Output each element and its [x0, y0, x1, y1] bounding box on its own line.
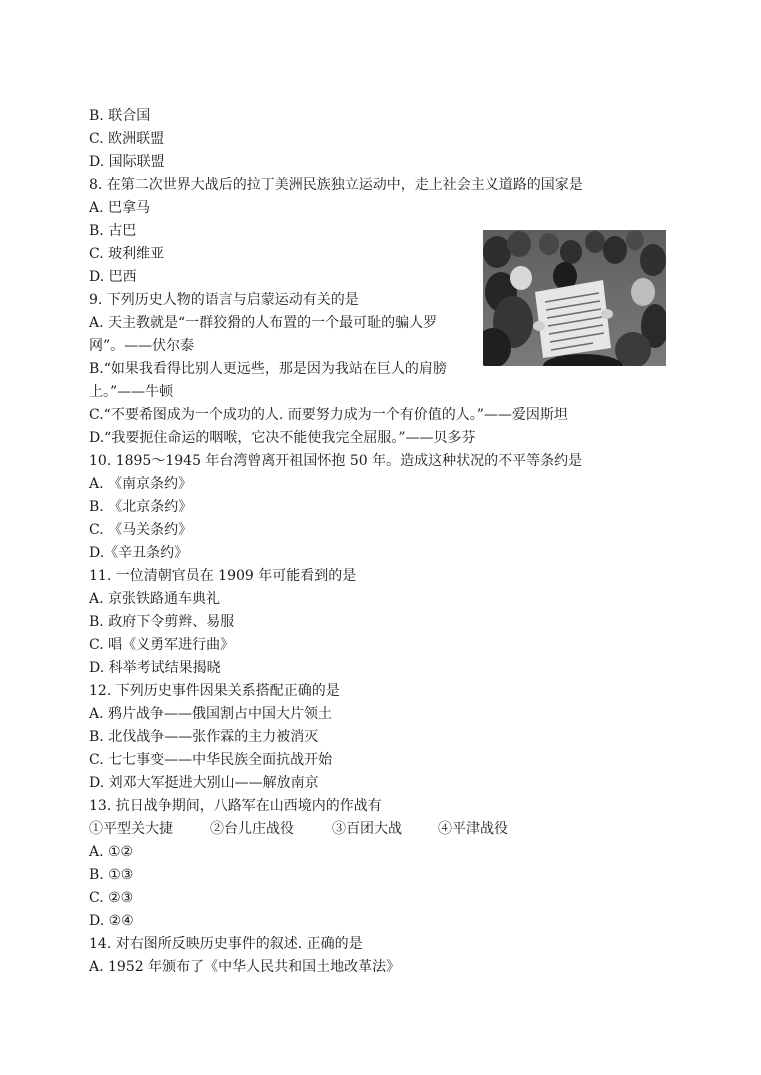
q14-stem: 14. 对右图所反映历史事件的叙述. 正确的是: [89, 936, 363, 952]
q10-option-b: B. 《北京条约》: [89, 499, 193, 515]
q10-stem: 10. 1895～1945 年台湾曾离开祖国怀抱 50 年。造成这种状况的不平等条约是: [89, 453, 583, 469]
q9-option-b-line2: 上。”——牛顿: [89, 384, 174, 400]
q9-stem: 9. 下列历史人物的语言与启蒙运动有关的是: [89, 292, 359, 308]
q9-option-a-line2: 网”。——伏尔泰: [89, 338, 195, 354]
q11-option-c: C. 唱《义勇军进行曲》: [89, 637, 235, 653]
q8-option-c: C. 玻利维亚: [89, 246, 165, 262]
q13-items: [89, 818, 508, 840]
q12-stem: 12. 下列历史事件因果关系搭配正确的是: [89, 683, 340, 699]
q8-option-d: D. 巴西: [89, 269, 137, 285]
q9-option-b-line1: B.“如果我看得比别人更远些，那是因为我站在巨人的肩膀: [89, 361, 447, 377]
q13-item-1: ①平型关大捷: [89, 821, 173, 837]
q10-option-a: A. 《南京条约》: [89, 476, 193, 492]
q13-item-4: ④平津战役: [438, 821, 508, 837]
q10-option-d: D.《辛丑条约》: [89, 545, 189, 561]
q10-option-c: C. 《马关条约》: [89, 522, 193, 538]
q9-option-a-line1: A. 天主教就是“一群狡猾的人布置的一个最可耻的骗人罗: [89, 315, 438, 331]
q11-option-a: A. 京张铁路通车典礼: [89, 591, 221, 607]
q8-option-a: A. 巴拿马: [89, 200, 151, 216]
q13-option-c: C. ②③: [89, 890, 134, 906]
q7-option-c: C. 欧洲联盟: [89, 131, 165, 147]
q14-option-a: A. 1952 年颁布了《中华人民共和国土地改革法》: [89, 959, 401, 975]
q9-option-c: C.“不要希图成为一个成功的人. 而要努力成为一个有价值的人。”——爱因斯坦: [89, 407, 568, 423]
q13-item-3: ③百团大战: [332, 821, 402, 837]
historical-photo: [483, 230, 666, 366]
q11-stem: 11. 一位清朝官员在 1909 年可能看到的是: [89, 568, 357, 584]
q13-option-d: D. ②④: [89, 913, 134, 929]
q13-option-b: B. ①③: [89, 867, 134, 883]
q7-option-d: D. 国际联盟: [89, 154, 165, 170]
q12-option-b: B. 北伐战争——张作霖的主力被消灭: [89, 729, 319, 745]
q12-option-a: A. 鸦片战争——俄国割占中国大片领土: [89, 706, 333, 722]
q13-option-a: A. ①②: [89, 844, 134, 860]
q13-stem: 13. 抗日战争期间，八路军在山西境内的作战有: [89, 798, 382, 814]
q12-option-d: D. 刘邓大军挺进大别山——解放南京: [89, 775, 319, 791]
q12-option-c: C. 七七事变——中华民族全面抗战开始: [89, 752, 333, 768]
q13-item-2: ②台儿庄战役: [210, 821, 294, 837]
q7-option-b: B. 联合国: [89, 108, 151, 124]
q11-option-d: D. 科举考试结果揭晓: [89, 660, 221, 676]
q11-option-b: B. 政府下令剪辫、易服: [89, 614, 235, 630]
q8-option-b: B. 古巴: [89, 223, 137, 239]
q8-stem: 8. 在第二次世界大战后的拉丁美洲民族独立运动中，走上社会主义道路的国家是: [89, 177, 583, 193]
q9-option-d: D.“我要扼住命运的咽喉，它决不能使我完全屈服。”——贝多芬: [89, 430, 476, 446]
